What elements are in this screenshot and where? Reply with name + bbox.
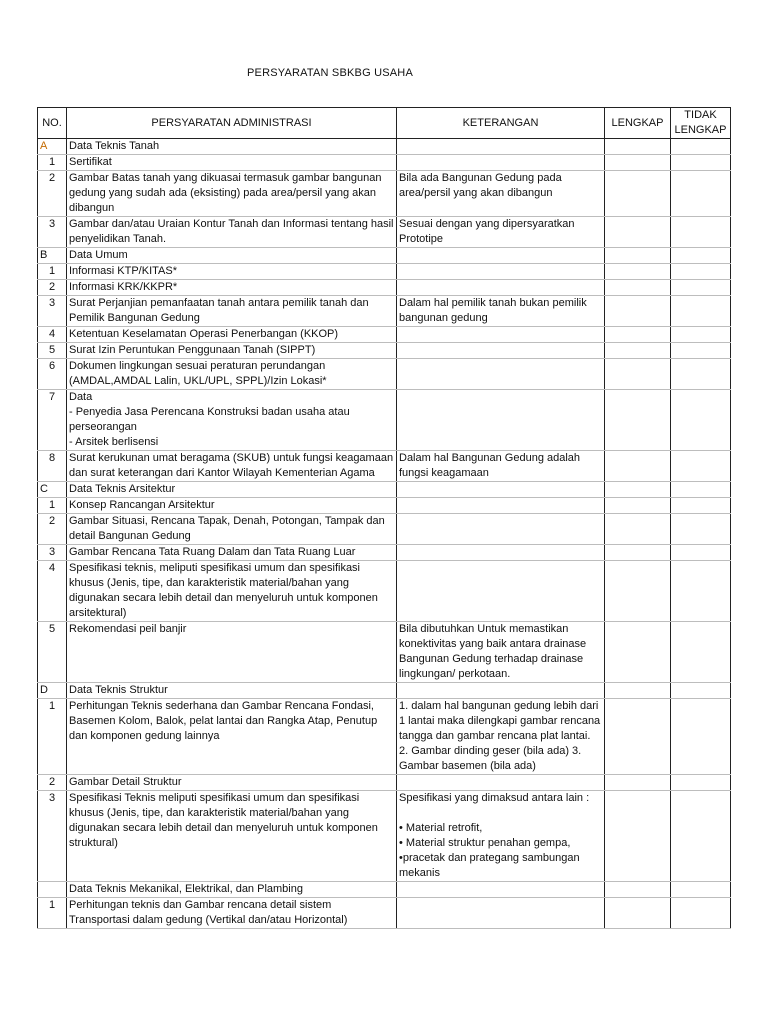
row-number: 6: [38, 359, 67, 390]
row-requirement: Data - Penyedia Jasa Perencana Konstruksi badan usaha atau perseorangan - Arsitek berlisensi: [67, 390, 397, 451]
row-requirement: Data Teknis Struktur: [67, 683, 397, 699]
row-note: [397, 343, 605, 359]
row-note: Dalam hal Bangunan Gedung adalah fungsi keagamaan: [397, 451, 605, 482]
row-number: 1: [38, 155, 67, 171]
row-note: [397, 390, 605, 451]
incomplete-cell: [671, 390, 731, 451]
row-note: [397, 139, 605, 155]
complete-cell: [605, 248, 671, 264]
row-note: [397, 482, 605, 498]
header-requirement: PERSYARATAN ADMINISTRASI: [67, 108, 397, 139]
row-number: 5: [38, 343, 67, 359]
row-note: [397, 545, 605, 561]
table-row: [38, 264, 731, 280]
incomplete-cell: [671, 327, 731, 343]
row-requirement: Informasi KTP/KITAS*: [67, 264, 397, 280]
row-requirement: Spesifikasi Teknis meliputi spesifikasi umum dan spesifikasi khusus (Jenis, tipe, dan karakteristik material/bahan yang digunakan secara lebih detail dan menyeluruh untuk komponen struktural): [67, 791, 397, 882]
complete-cell: [605, 451, 671, 482]
table-row: [38, 882, 731, 898]
complete-cell: [605, 139, 671, 155]
incomplete-cell: [671, 248, 731, 264]
row-requirement: Gambar Rencana Tata Ruang Dalam dan Tata Ruang Luar: [67, 545, 397, 561]
incomplete-cell: [671, 699, 731, 775]
table-row: [38, 248, 731, 264]
row-note: [397, 280, 605, 296]
row-requirement: Perhitungan teknis dan Gambar rencana detail sistem Transportasi dalam gedung (Vertikal dan/atau Horizontal): [67, 898, 397, 929]
incomplete-cell: [671, 264, 731, 280]
row-note: 1. dalam hal bangunan gedung lebih dari 1 lantai maka dilengkapi gambar rencana tangga dan gambar rencana plat lantai. 2. Gambar dinding geser (bila ada) 3. Gambar basemen (bila ada): [397, 699, 605, 775]
complete-cell: [605, 264, 671, 280]
row-note: [397, 775, 605, 791]
incomplete-cell: [671, 139, 731, 155]
row-requirement: Gambar Detail Struktur: [67, 775, 397, 791]
complete-cell: [605, 171, 671, 217]
incomplete-cell: [671, 155, 731, 171]
complete-cell: [605, 482, 671, 498]
table-row: [38, 171, 731, 217]
row-number: [38, 882, 67, 898]
row-number: 1: [38, 898, 67, 929]
row-requirement: Gambar Batas tanah yang dikuasai termasuk gambar bangunan gedung yang sudah ada (eksisting) pada area/persil yang akan dibangun: [67, 171, 397, 217]
row-requirement: Sertifikat: [67, 155, 397, 171]
header-note: KETERANGAN: [397, 108, 605, 139]
incomplete-cell: [671, 482, 731, 498]
incomplete-cell: [671, 217, 731, 248]
table-row: [38, 545, 731, 561]
header-incomplete: TIDAK LENGKAP: [671, 108, 731, 139]
row-number: 1: [38, 264, 67, 280]
row-requirement: Surat Perjanjian pemanfaatan tanah antara pemilik tanah dan Pemilik Bangunan Gedung: [67, 296, 397, 327]
incomplete-cell: [671, 359, 731, 390]
table-row: [38, 482, 731, 498]
complete-cell: [605, 545, 671, 561]
table-row: [38, 217, 731, 248]
row-requirement: Gambar Situasi, Rencana Tapak, Denah, Potongan, Tampak dan detail Bangunan Gedung: [67, 514, 397, 545]
table-row: [38, 791, 731, 882]
row-requirement: Data Teknis Tanah: [67, 139, 397, 155]
table-header-row: [38, 108, 731, 139]
row-number: 1: [38, 498, 67, 514]
table-row: [38, 775, 731, 791]
incomplete-cell: [671, 451, 731, 482]
row-number: 1: [38, 699, 67, 775]
table-row: [38, 514, 731, 545]
row-number: 2: [38, 171, 67, 217]
header-complete: LENGKAP: [605, 108, 671, 139]
complete-cell: [605, 359, 671, 390]
row-requirement: Dokumen lingkungan sesuai peraturan perundangan (AMDAL,AMDAL Lalin, UKL/UPL, SPPL)/Izin Lokasi*: [67, 359, 397, 390]
row-number: D: [38, 683, 67, 699]
row-note: [397, 327, 605, 343]
complete-cell: [605, 683, 671, 699]
incomplete-cell: [671, 280, 731, 296]
header-no: NO.: [38, 108, 67, 139]
complete-cell: [605, 775, 671, 791]
complete-cell: [605, 155, 671, 171]
complete-cell: [605, 882, 671, 898]
row-requirement: Data Teknis Mekanikal, Elektrikal, dan Plambing: [67, 882, 397, 898]
table-row: [38, 343, 731, 359]
row-note: Sesuai dengan yang dipersyaratkan Prototipe: [397, 217, 605, 248]
incomplete-cell: [671, 561, 731, 622]
incomplete-cell: [671, 545, 731, 561]
row-number: A: [38, 139, 67, 155]
complete-cell: [605, 217, 671, 248]
row-requirement: Surat Izin Peruntukan Penggunaan Tanah (SIPPT): [67, 343, 397, 359]
row-requirement: Surat kerukunan umat beragama (SKUB) untuk fungsi keagamaan dan surat keterangan dari Kantor Wilayah Kementerian Agama: [67, 451, 397, 482]
incomplete-cell: [671, 498, 731, 514]
row-number: 3: [38, 296, 67, 327]
table-row: [38, 898, 731, 929]
row-requirement: Informasi KRK/KKPR*: [67, 280, 397, 296]
row-number: 4: [38, 327, 67, 343]
table-row: [38, 280, 731, 296]
row-note: [397, 155, 605, 171]
table-row: [38, 390, 731, 451]
complete-cell: [605, 280, 671, 296]
row-number: B: [38, 248, 67, 264]
row-number: 7: [38, 390, 67, 451]
row-requirement: Spesifikasi teknis, meliputi spesifikasi umum dan spesifikasi khusus (Jenis, tipe, dan karakteristik material/bahan yang digunakan secara lebih detail dan menyeluruh untuk komponen arsitektural): [67, 561, 397, 622]
document-title: PERSYARATAN SBKBG USAHA: [247, 67, 413, 79]
incomplete-cell: [671, 171, 731, 217]
complete-cell: [605, 390, 671, 451]
row-note: [397, 882, 605, 898]
row-requirement: Rekomendasi peil banjir: [67, 622, 397, 683]
incomplete-cell: [671, 514, 731, 545]
row-note: [397, 264, 605, 280]
row-note: [397, 498, 605, 514]
row-note: [397, 561, 605, 622]
row-requirement: Gambar dan/atau Uraian Kontur Tanah dan Informasi tentang hasil penyelidikan Tanah.: [67, 217, 397, 248]
incomplete-cell: [671, 791, 731, 882]
row-number: 3: [38, 545, 67, 561]
row-note: Spesifikasi yang dimaksud antara lain : • Material retrofit, • Material struktur penahan gempa, •pracetak dan prategang sambungan mekanis: [397, 791, 605, 882]
row-number: 8: [38, 451, 67, 482]
incomplete-cell: [671, 882, 731, 898]
row-note: [397, 359, 605, 390]
incomplete-cell: [671, 343, 731, 359]
table-row: [38, 683, 731, 699]
row-number: 5: [38, 622, 67, 683]
incomplete-cell: [671, 296, 731, 327]
complete-cell: [605, 561, 671, 622]
row-note: Dalam hal pemilik tanah bukan pemilik bangunan gedung: [397, 296, 605, 327]
complete-cell: [605, 343, 671, 359]
row-note: Bila ada Bangunan Gedung pada area/persil yang akan dibangun: [397, 171, 605, 217]
complete-cell: [605, 514, 671, 545]
row-requirement: Data Umum: [67, 248, 397, 264]
complete-cell: [605, 498, 671, 514]
incomplete-cell: [671, 683, 731, 699]
row-requirement: Ketentuan Keselamatan Operasi Penerbangan (KKOP): [67, 327, 397, 343]
complete-cell: [605, 791, 671, 882]
table-row: [38, 561, 731, 622]
row-note: [397, 898, 605, 929]
table-row: [38, 296, 731, 327]
row-number: 2: [38, 280, 67, 296]
complete-cell: [605, 898, 671, 929]
row-number: C: [38, 482, 67, 498]
row-number: 3: [38, 791, 67, 882]
table-row: [38, 699, 731, 775]
row-number: 2: [38, 514, 67, 545]
table-row: [38, 139, 731, 155]
row-number: 2: [38, 775, 67, 791]
row-note: [397, 514, 605, 545]
incomplete-cell: [671, 775, 731, 791]
table-row: [38, 451, 731, 482]
table-row: [38, 155, 731, 171]
row-requirement: Data Teknis Arsitektur: [67, 482, 397, 498]
complete-cell: [605, 327, 671, 343]
row-note: [397, 248, 605, 264]
requirements-table: [37, 107, 731, 929]
row-number: 4: [38, 561, 67, 622]
table-row: [38, 622, 731, 683]
complete-cell: [605, 622, 671, 683]
row-note: Bila dibutuhkan Untuk memastikan konektivitas yang baik antara drainase Bangunan Gedung terhadap drainase lingkungan/ perkotaan.: [397, 622, 605, 683]
complete-cell: [605, 296, 671, 327]
incomplete-cell: [671, 622, 731, 683]
complete-cell: [605, 699, 671, 775]
row-requirement: Konsep Rancangan Arsitektur: [67, 498, 397, 514]
row-note: [397, 683, 605, 699]
incomplete-cell: [671, 898, 731, 929]
row-requirement: Perhitungan Teknis sederhana dan Gambar Rencana Fondasi, Basemen Kolom, Balok, pelat lantai dan Rangka Atap, Penutup dan komponen gedung lainnya: [67, 699, 397, 775]
table-row: [38, 498, 731, 514]
table-row: [38, 359, 731, 390]
row-number: 3: [38, 217, 67, 248]
table-row: [38, 327, 731, 343]
